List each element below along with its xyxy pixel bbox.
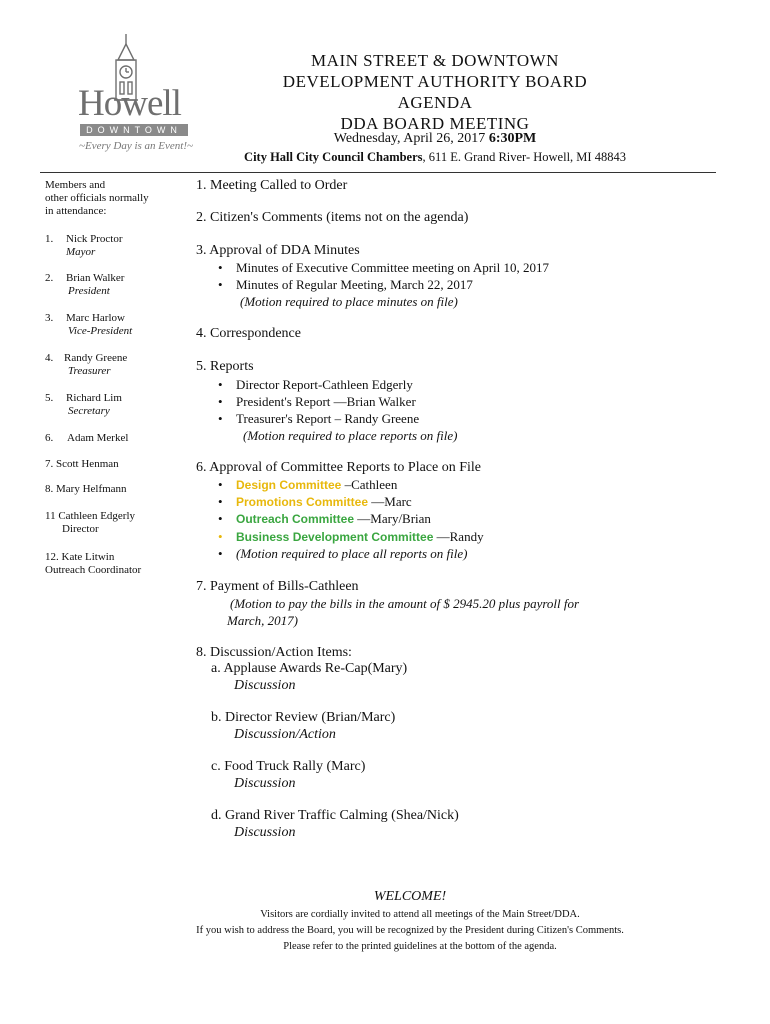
member-name: Marc Harlow xyxy=(66,312,125,324)
motion-note: (Motion to pay the bills in the amount of $ 2945.20 plus payroll for xyxy=(230,596,580,611)
bullet-item xyxy=(218,394,416,410)
title-line-2: DEVELOPMENT AUTHORITY BOARD xyxy=(282,72,588,91)
bullet-item xyxy=(218,377,413,393)
bullet-icon: • xyxy=(218,394,223,409)
bullet-icon: • xyxy=(218,529,223,544)
intro-line: in attendance: xyxy=(45,205,107,217)
bullet-icon: • xyxy=(218,477,223,492)
other-official: 11 Cathleen Edgerly xyxy=(45,510,136,522)
bullet-icon: • xyxy=(218,494,223,509)
committee-outreach xyxy=(218,511,431,527)
intro-line: Members and xyxy=(45,179,106,191)
discussion-item-d: d. Grand River Traffic Calming (Shea/Nick) xyxy=(211,808,459,823)
bullet-icon: • xyxy=(218,511,223,526)
agenda-item-2: 2. Citizen's Comments (items not on the agenda) xyxy=(196,210,469,225)
committee-name: Promotions Committee xyxy=(236,495,369,509)
agenda-item-5: 5. Reports xyxy=(196,359,254,374)
member-title: Treasurer xyxy=(68,365,111,377)
members-intro xyxy=(45,179,149,218)
other-official: 7. Scott Henman xyxy=(45,458,119,470)
committee-name: Design Committee xyxy=(236,478,342,492)
discussion-item-c: c. Food Truck Rally (Marc) xyxy=(211,759,366,774)
committee-owner: —Marc xyxy=(368,494,412,509)
member-3 xyxy=(45,312,132,338)
location-venue: City Hall City Council Chambers xyxy=(244,150,423,164)
logo-word: Howell xyxy=(78,83,181,124)
agenda-item-7: 7. Payment of Bills-Cathleen xyxy=(196,579,359,594)
member-num: 4. xyxy=(45,352,54,364)
member-2 xyxy=(45,272,125,298)
bullet-item xyxy=(218,411,419,427)
logo-band: DOWNTOWN xyxy=(80,124,188,136)
footer-line-1: Visitors are cordially invited to attend all meetings of the Main Street/DDA. xyxy=(260,909,580,920)
member-4 xyxy=(45,352,128,378)
member-name: Nick Proctor xyxy=(66,233,123,245)
agenda-item-8: 8. Discussion/Action Items: xyxy=(196,645,352,660)
footer-line-3: Please refer to the printed guidelines at the bottom of the agenda. xyxy=(283,941,557,952)
motion-note: (Motion required to place minutes on file) xyxy=(240,294,458,309)
bullet-icon: • xyxy=(218,377,223,392)
date-text: Wednesday, April 26, 2017 xyxy=(333,131,489,146)
bullet-item xyxy=(218,260,549,276)
discussion-item-b: b. Director Review (Brian/Marc) xyxy=(211,710,396,725)
committee-promotions xyxy=(218,494,412,510)
bullet-text: President's Report —Brian Walker xyxy=(236,394,416,409)
member-title: President xyxy=(68,285,110,297)
bullet-text: Minutes of Regular Meeting, March 22, 2017 xyxy=(236,277,473,292)
location-address: , 611 E. Grand River- Howell, MI 48843 xyxy=(422,150,626,164)
bullet-icon: • xyxy=(218,411,223,426)
member-name: Adam Merkel xyxy=(67,432,129,444)
member-title: Mayor xyxy=(66,246,96,258)
committee-name: Business Development Committee xyxy=(236,530,434,544)
meeting-location xyxy=(160,150,710,165)
discussion-note: Discussion xyxy=(234,825,296,840)
agenda-item-3: 3. Approval of DDA Minutes xyxy=(196,243,360,258)
member-num: 2. xyxy=(45,272,54,284)
agenda-item-1: 1. Meeting Called to Order xyxy=(196,178,348,193)
other-official: 8. Mary Helfmann xyxy=(45,483,127,495)
discussion-item-a: a. Applause Awards Re-Cap(Mary) xyxy=(211,661,408,676)
other-official: 12. Kate Litwin xyxy=(45,551,115,563)
header-divider xyxy=(40,172,716,173)
committee-name: Outreach Committee xyxy=(236,512,355,526)
bullet-icon: • xyxy=(218,546,223,561)
member-5 xyxy=(45,392,122,418)
bullet-item xyxy=(218,277,473,293)
member-1 xyxy=(45,233,123,259)
bullet-text: Minutes of Executive Committee meeting on April 10, 2017 xyxy=(236,260,550,275)
member-name: Brian Walker xyxy=(66,272,125,284)
title-line-4: DDA BOARD MEETING xyxy=(340,114,530,133)
bullet-icon: • xyxy=(218,277,223,292)
committee-design xyxy=(218,477,397,493)
discussion-note: Discussion/Action xyxy=(234,727,336,742)
motion-note: (Motion required to place all reports on file) xyxy=(236,546,468,561)
agenda-item-4: 4. Correspondence xyxy=(196,326,301,341)
title-line-1: MAIN STREET & DOWNTOWN xyxy=(311,51,559,70)
discussion-note: Discussion xyxy=(234,678,296,693)
member-name: Randy Greene xyxy=(64,352,128,364)
motion-note: (Motion required to place reports on file) xyxy=(243,428,458,443)
howell-downtown-logo xyxy=(70,30,200,160)
bullet-text: Treasurer's Report – Randy Greene xyxy=(236,411,420,426)
committee-owner: —Mary/Brian xyxy=(354,511,431,526)
member-name: Richard Lim xyxy=(66,392,122,404)
other-official-title: Director xyxy=(62,523,99,535)
welcome-heading: WELCOME! xyxy=(373,889,447,904)
member-6 xyxy=(45,432,129,445)
footer-line-2: If you wish to address the Board, you will be recognized by the President during Citizen's Comments. xyxy=(196,925,624,936)
member-num: 1. xyxy=(45,233,54,245)
member-num: 3. xyxy=(45,312,54,324)
bullet-item xyxy=(218,546,467,562)
agenda-item-6: 6. Approval of Committee Reports to Place on File xyxy=(196,460,482,475)
member-num: 5. xyxy=(45,392,54,404)
other-official-title: Outreach Coordinator xyxy=(45,564,142,576)
motion-note: March, 2017) xyxy=(227,613,299,628)
bullet-text: Director Report-Cathleen Edgerly xyxy=(236,377,413,392)
date-time: 6:30PM xyxy=(488,131,537,146)
member-title: Vice-President xyxy=(68,325,133,337)
member-num: 6. xyxy=(45,432,54,444)
meeting-date xyxy=(200,131,670,147)
title-line-3: AGENDA xyxy=(397,93,473,112)
committee-owner: –Cathleen xyxy=(341,477,398,492)
committee-owner: —Randy xyxy=(433,529,484,544)
discussion-note: Discussion xyxy=(234,776,296,791)
member-title: Secretary xyxy=(68,405,110,417)
bullet-icon: • xyxy=(218,260,223,275)
intro-line: other officials normally xyxy=(45,192,149,204)
committee-business xyxy=(218,529,484,545)
logo-tagline: ~Every Day is an Event!~ xyxy=(79,140,193,152)
